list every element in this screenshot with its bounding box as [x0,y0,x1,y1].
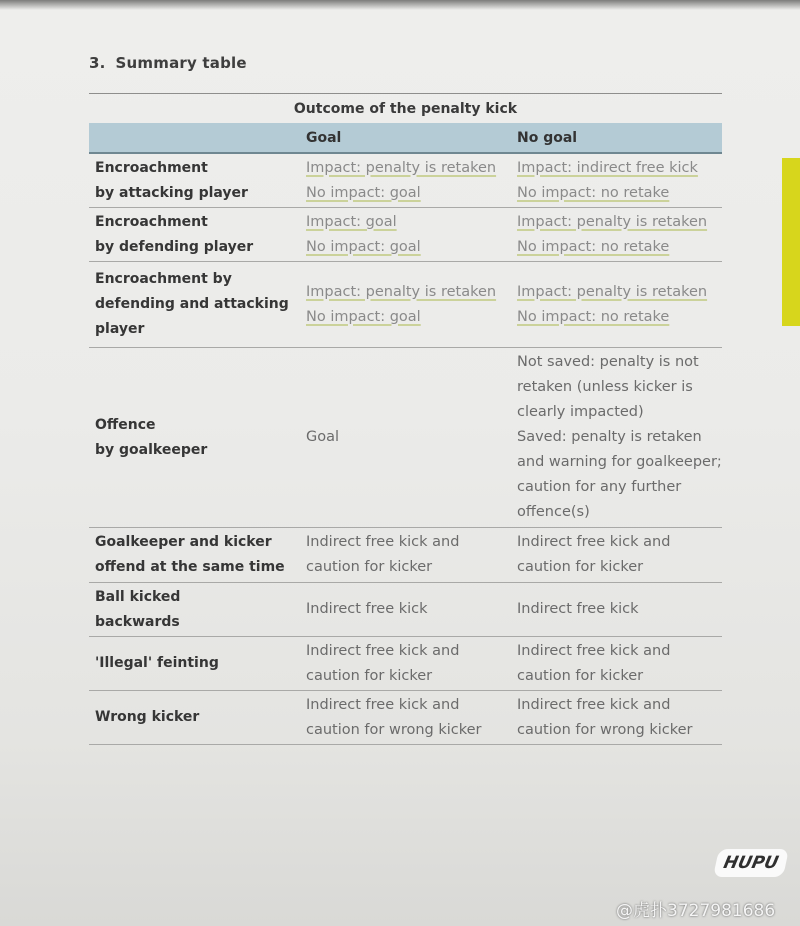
section-number: 3. [89,54,106,72]
goal-cell: Goal [306,429,340,445]
impact-link[interactable]: Impact: indirect free kick [517,159,698,176]
goal-cell [297,262,508,347]
impact-link[interactable]: Impact: goal [306,213,397,230]
page-shadow [0,0,800,10]
goal-cell: Indirect free kick and caution for kicker [306,534,460,575]
column-header-row [89,123,722,154]
table-row [89,262,722,348]
goal-cell: Indirect free kick [306,601,428,617]
no-goal-cell: Not saved: penalty is not retaken (unless kicker is clearly impacted) Saved: penalty is retaken and warning for goalkeeper; caution for any further offence(s) [517,354,722,520]
table-row [89,208,722,262]
row-label: Wrong kicker [95,709,200,725]
row-label: Encroachment by attacking player [95,159,248,201]
summary-table [89,93,722,745]
section-title: Summary table [115,54,247,72]
no-impact-link[interactable]: No impact: no retake [517,238,670,255]
hupu-logo-badge: HUPU [713,849,789,877]
impact-link[interactable]: Impact: penalty is retaken [517,213,708,230]
row-label: Encroachment by defending and attacking player [95,271,289,337]
no-impact-link[interactable]: No impact: no retake [517,308,670,325]
page-tab-marker [782,158,800,326]
goal-cell [297,154,508,207]
goal-cell: Indirect free kick and caution for kicker [306,642,460,684]
no-goal-cell: Indirect free kick and caution for wrong kicker [517,696,693,738]
table-row [89,583,722,637]
row-label: Encroachment by defending player [95,213,254,255]
table-row [89,528,722,583]
section-heading [89,54,247,72]
watermark-text: @虎扑3727981686 [616,901,776,921]
impact-link[interactable]: Impact: penalty is retaken [517,283,708,300]
impact-link[interactable]: Impact: penalty is retaken [306,159,497,176]
table-row [89,154,722,208]
table-row [89,637,722,691]
row-label: Offence by goalkeeper [95,416,208,458]
column-header-empty [89,123,297,152]
row-label: Ball kicked backwards [95,588,181,630]
outcome-header: Outcome of the penalty kick [89,93,722,123]
row-label: Goalkeeper and kicker offend at the same time [95,534,285,575]
impact-link[interactable]: Impact: penalty is retaken [306,283,497,300]
no-impact-link[interactable]: No impact: no retake [517,184,670,201]
goal-cell [297,208,508,261]
no-goal-cell [508,208,722,261]
table-row [89,691,722,745]
no-impact-link[interactable]: No impact: goal [306,238,421,255]
no-goal-cell [508,154,722,207]
no-impact-link[interactable]: No impact: goal [306,308,421,325]
no-goal-cell: Indirect free kick and caution for kicker [517,534,671,575]
no-goal-cell: Indirect free kick and caution for kicker [517,642,671,684]
column-header-no-goal: No goal [517,129,578,146]
no-goal-cell [508,262,722,347]
no-impact-link[interactable]: No impact: goal [306,184,421,201]
table-row [89,348,722,528]
goal-cell: Indirect free kick and caution for wrong kicker [306,696,482,738]
no-goal-cell: Indirect free kick [517,601,639,617]
column-header-goal: Goal [306,129,342,146]
row-label: 'Illegal' feinting [95,655,219,671]
